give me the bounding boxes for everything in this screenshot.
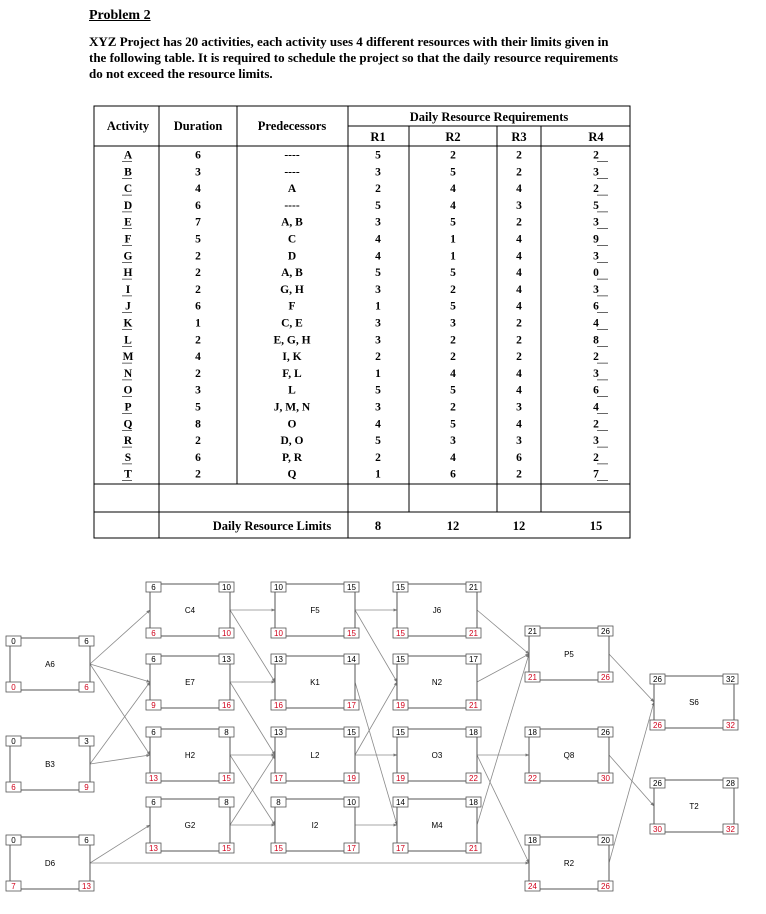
late-start: 13 bbox=[149, 844, 158, 853]
table-cell: 3 bbox=[516, 401, 522, 414]
table-cell: 2 bbox=[593, 418, 599, 431]
late-start: 22 bbox=[528, 774, 537, 783]
early-finish: 8 bbox=[224, 798, 229, 807]
edge-arrow bbox=[90, 610, 150, 664]
table-cell: 5 bbox=[375, 267, 381, 280]
activity-node bbox=[393, 582, 481, 638]
table-cell: 2 bbox=[195, 283, 201, 296]
early-finish: 18 bbox=[469, 728, 478, 737]
activity-node bbox=[271, 797, 359, 853]
table-cell: 2 bbox=[375, 351, 381, 364]
table-cell: G bbox=[123, 250, 133, 263]
table-cell: 4 bbox=[375, 250, 381, 263]
table-cell: 2 bbox=[593, 149, 599, 162]
table-cell: 4 bbox=[450, 183, 456, 196]
table-cell: D bbox=[123, 199, 133, 212]
early-finish: 17 bbox=[469, 655, 478, 664]
table-cell: 2 bbox=[195, 334, 201, 347]
edge-arrow bbox=[90, 664, 150, 755]
edge-arrow bbox=[477, 755, 529, 863]
activity-node bbox=[271, 654, 359, 710]
header-resource: R1 bbox=[370, 130, 386, 144]
activity-node bbox=[525, 727, 613, 783]
activity-node bbox=[393, 654, 481, 710]
node-label: P5 bbox=[564, 650, 574, 659]
table-cell: D bbox=[287, 250, 297, 263]
late-finish: 21 bbox=[469, 701, 478, 710]
late-start: 7 bbox=[11, 882, 16, 891]
late-start: 13 bbox=[149, 774, 158, 783]
table-cell: 3 bbox=[516, 435, 522, 448]
table-cell: 2 bbox=[593, 451, 599, 464]
early-start: 15 bbox=[396, 655, 405, 664]
table-cell: 2 bbox=[375, 451, 381, 464]
node-label: C4 bbox=[184, 606, 196, 615]
table-cell: 4 bbox=[593, 317, 599, 330]
late-start: 6 bbox=[11, 783, 16, 792]
activity-node bbox=[271, 582, 359, 638]
early-start: 6 bbox=[151, 798, 156, 807]
edge-arrow bbox=[355, 610, 397, 682]
table-cell: 8 bbox=[593, 334, 599, 347]
early-finish: 8 bbox=[224, 728, 229, 737]
table-cell: I bbox=[125, 283, 131, 296]
early-finish: 26 bbox=[601, 728, 610, 737]
table-cell: 3 bbox=[516, 199, 522, 212]
node-label: F5 bbox=[310, 606, 320, 615]
table-cell: 4 bbox=[195, 351, 201, 364]
table-cell: 2 bbox=[593, 351, 599, 364]
late-finish: 17 bbox=[347, 701, 356, 710]
late-finish: 6 bbox=[84, 683, 89, 692]
limit-value: 15 bbox=[589, 519, 603, 533]
table-cell: A bbox=[123, 149, 133, 162]
table-cell: 4 bbox=[516, 283, 522, 296]
table-cell: 4 bbox=[516, 384, 522, 397]
table-cell: F bbox=[124, 233, 132, 246]
table-cell: P bbox=[124, 401, 132, 414]
table-cell: C bbox=[123, 183, 133, 196]
problem-heading: Problem 2 bbox=[89, 8, 151, 23]
table-cell: 3 bbox=[195, 384, 201, 397]
table-cell: 2 bbox=[516, 166, 522, 179]
table-cell: 0 bbox=[593, 267, 599, 280]
node-label: A6 bbox=[45, 660, 55, 669]
edge-arrow bbox=[90, 755, 150, 764]
table-cell: 3 bbox=[450, 317, 456, 330]
late-start: 9 bbox=[151, 701, 156, 710]
early-finish: 18 bbox=[469, 798, 478, 807]
early-start: 0 bbox=[11, 737, 16, 746]
table-cell: 3 bbox=[375, 283, 381, 296]
header-resource: R2 bbox=[445, 130, 461, 144]
activity-node bbox=[146, 654, 234, 710]
header-resource: R3 bbox=[511, 130, 527, 144]
late-finish: 15 bbox=[347, 629, 356, 638]
node-label: R2 bbox=[563, 859, 575, 868]
table-cell: 3 bbox=[375, 317, 381, 330]
early-start: 6 bbox=[151, 655, 156, 664]
table-cell: A, B bbox=[281, 216, 303, 229]
edge-arrow bbox=[90, 825, 150, 863]
late-finish: 26 bbox=[601, 882, 610, 891]
early-finish: 6 bbox=[84, 836, 89, 845]
table-cell: F, L bbox=[282, 367, 302, 380]
node-label: M4 bbox=[431, 821, 443, 830]
node-label: O3 bbox=[431, 751, 443, 760]
node-label: L2 bbox=[310, 751, 320, 760]
early-finish: 10 bbox=[222, 583, 231, 592]
table-cell: 4 bbox=[516, 183, 522, 196]
table-cell: 5 bbox=[450, 384, 456, 397]
table-cell: 6 bbox=[516, 451, 522, 464]
table-cell: 2 bbox=[450, 334, 456, 347]
node-label: B3 bbox=[45, 760, 55, 769]
late-start: 10 bbox=[274, 629, 283, 638]
table-cell: S bbox=[124, 451, 132, 464]
table-cell: 8 bbox=[195, 418, 201, 431]
header-activity: Activity bbox=[106, 119, 150, 133]
late-finish: 13 bbox=[82, 882, 91, 891]
table-cell: 2 bbox=[516, 351, 522, 364]
late-start: 6 bbox=[151, 629, 156, 638]
table-cell: N bbox=[123, 367, 133, 380]
table-cell: O bbox=[123, 384, 133, 397]
table-cell: H bbox=[123, 267, 133, 280]
edge-arrow bbox=[477, 654, 529, 682]
late-finish: 22 bbox=[469, 774, 478, 783]
activity-node bbox=[146, 797, 234, 853]
early-start: 26 bbox=[653, 675, 662, 684]
table-cell: 2 bbox=[375, 183, 381, 196]
early-start: 8 bbox=[276, 798, 281, 807]
activity-node bbox=[525, 626, 613, 682]
table-cell: C, E bbox=[281, 317, 303, 330]
table-cell: 1 bbox=[450, 250, 456, 263]
table-cell: P, R bbox=[281, 451, 303, 464]
table-cell: 3 bbox=[593, 250, 599, 263]
table-cell: 4 bbox=[375, 418, 381, 431]
table-cell: 7 bbox=[195, 216, 201, 229]
table-cell: 4 bbox=[450, 451, 456, 464]
edge-arrow bbox=[230, 610, 275, 682]
table-cell: 6 bbox=[593, 300, 599, 313]
table-cell: A, B bbox=[281, 267, 303, 280]
table-cell: 3 bbox=[593, 216, 599, 229]
table-cell: 4 bbox=[516, 267, 522, 280]
table-cell: E, G, H bbox=[273, 334, 311, 347]
early-start: 15 bbox=[396, 583, 405, 592]
activity-node bbox=[393, 727, 481, 783]
late-finish: 21 bbox=[469, 629, 478, 638]
table-cell: 6 bbox=[450, 468, 456, 481]
problem-statement: XYZ Project has 20 activities, each activity uses 4 different resources with their limits given in the following table. It is required to schedule the project so that the daily resource requirements do not exceed the resource limits. bbox=[89, 34, 619, 81]
table-cell: L bbox=[288, 384, 296, 397]
early-start: 15 bbox=[396, 728, 405, 737]
table-cell: 3 bbox=[375, 216, 381, 229]
table-cell: 3 bbox=[195, 166, 201, 179]
early-start: 0 bbox=[11, 836, 16, 845]
late-finish: 19 bbox=[347, 774, 356, 783]
late-finish: 32 bbox=[726, 825, 735, 834]
late-finish: 30 bbox=[601, 774, 610, 783]
table-cell: 5 bbox=[450, 267, 456, 280]
table-cell: 2 bbox=[593, 183, 599, 196]
table-cell: R bbox=[123, 435, 133, 448]
table-cell: 2 bbox=[195, 435, 201, 448]
early-finish: 3 bbox=[84, 737, 89, 746]
table-cell: 2 bbox=[516, 334, 522, 347]
table-cell: 3 bbox=[375, 166, 381, 179]
late-finish: 15 bbox=[222, 844, 231, 853]
table-cell: C bbox=[287, 233, 297, 246]
table-cell: 1 bbox=[375, 468, 381, 481]
late-start: 21 bbox=[528, 673, 537, 682]
node-label: H2 bbox=[184, 751, 196, 760]
table-cell: 5 bbox=[375, 199, 381, 212]
activity-node bbox=[650, 778, 738, 834]
table-cell: 6 bbox=[195, 451, 201, 464]
early-finish: 20 bbox=[601, 836, 610, 845]
table-cell: 4 bbox=[516, 367, 522, 380]
table-cell: Q bbox=[123, 418, 133, 431]
activity-node bbox=[271, 727, 359, 783]
table-cell: O bbox=[287, 418, 297, 431]
table-cell: 2 bbox=[516, 149, 522, 162]
node-label: S6 bbox=[689, 698, 699, 707]
early-finish: 28 bbox=[726, 779, 735, 788]
early-start: 18 bbox=[528, 728, 537, 737]
late-finish: 15 bbox=[222, 774, 231, 783]
early-finish: 15 bbox=[347, 583, 356, 592]
table-cell: 4 bbox=[516, 300, 522, 313]
late-finish: 21 bbox=[469, 844, 478, 853]
table-cell: G, H bbox=[280, 283, 304, 296]
early-start: 13 bbox=[274, 655, 283, 664]
table-cell: 2 bbox=[516, 468, 522, 481]
late-finish: 9 bbox=[84, 783, 89, 792]
early-start: 0 bbox=[11, 637, 16, 646]
header-duration: Duration bbox=[173, 119, 223, 133]
node-label: E7 bbox=[185, 678, 195, 687]
header-resource-group: Daily Resource Requirements bbox=[409, 110, 569, 124]
early-finish: 26 bbox=[601, 627, 610, 636]
late-start: 0 bbox=[11, 683, 16, 692]
late-start: 15 bbox=[274, 844, 283, 853]
table-cell: M bbox=[122, 351, 134, 364]
table-cell: ---- bbox=[284, 199, 300, 212]
table-cell: D, O bbox=[280, 435, 304, 448]
table-cell: 6 bbox=[195, 300, 201, 313]
early-finish: 32 bbox=[726, 675, 735, 684]
late-finish: 32 bbox=[726, 721, 735, 730]
late-finish: 26 bbox=[601, 673, 610, 682]
table-cell: 3 bbox=[375, 334, 381, 347]
table-cell: Q bbox=[287, 468, 297, 481]
edge-arrow bbox=[230, 682, 275, 755]
table-cell: 3 bbox=[593, 166, 599, 179]
table-cell: E bbox=[124, 216, 132, 229]
late-start: 19 bbox=[396, 774, 405, 783]
table-cell: F bbox=[288, 300, 296, 313]
early-finish: 6 bbox=[84, 637, 89, 646]
table-cell: ---- bbox=[284, 149, 300, 162]
node-label: J6 bbox=[432, 606, 442, 615]
edge-arrow bbox=[90, 664, 150, 682]
node-label: D6 bbox=[44, 859, 56, 868]
table-cell: 6 bbox=[593, 384, 599, 397]
activity-node bbox=[650, 674, 738, 730]
early-start: 10 bbox=[274, 583, 283, 592]
table-cell: 4 bbox=[375, 233, 381, 246]
node-label: I2 bbox=[311, 821, 319, 830]
limit-value: 12 bbox=[446, 519, 460, 533]
activity-node bbox=[146, 582, 234, 638]
edge-arrow bbox=[477, 654, 529, 825]
late-start: 24 bbox=[528, 882, 537, 891]
activity-node bbox=[6, 636, 94, 692]
early-finish: 13 bbox=[222, 655, 231, 664]
table-cell: L bbox=[124, 334, 132, 347]
early-start: 13 bbox=[274, 728, 283, 737]
table-cell: 5 bbox=[450, 166, 456, 179]
activity-node bbox=[393, 797, 481, 853]
early-start: 6 bbox=[151, 583, 156, 592]
late-start: 30 bbox=[653, 825, 662, 834]
table-cell: 3 bbox=[450, 435, 456, 448]
table-cell: 6 bbox=[195, 149, 201, 162]
table-cell: 1 bbox=[450, 233, 456, 246]
early-start: 18 bbox=[528, 836, 537, 845]
table-cell: T bbox=[124, 468, 132, 481]
table-cell: 5 bbox=[593, 199, 599, 212]
table-cell: 2 bbox=[516, 317, 522, 330]
table-cell: 4 bbox=[516, 233, 522, 246]
late-finish: 17 bbox=[347, 844, 356, 853]
node-label: G2 bbox=[184, 821, 196, 830]
limits-label: Daily Resource Limits bbox=[212, 519, 332, 533]
activity-node bbox=[6, 736, 94, 792]
table-cell: 2 bbox=[450, 351, 456, 364]
late-start: 26 bbox=[653, 721, 662, 730]
table-cell: 3 bbox=[593, 435, 599, 448]
late-start: 17 bbox=[396, 844, 405, 853]
limit-value: 8 bbox=[374, 519, 382, 533]
table-cell: 2 bbox=[195, 267, 201, 280]
table-cell: 4 bbox=[195, 183, 201, 196]
table-cell: K bbox=[123, 317, 133, 330]
edge-arrow bbox=[477, 610, 529, 654]
table-cell: 2 bbox=[195, 250, 201, 263]
early-finish: 21 bbox=[469, 583, 478, 592]
edge-arrow bbox=[609, 755, 654, 806]
node-label: K1 bbox=[310, 678, 320, 687]
table-cell: 1 bbox=[375, 300, 381, 313]
early-finish: 10 bbox=[347, 798, 356, 807]
header-resource: R4 bbox=[588, 130, 604, 144]
table-cell: 5 bbox=[450, 216, 456, 229]
table-cell: 4 bbox=[450, 367, 456, 380]
table-cell: 6 bbox=[195, 199, 201, 212]
table-cell: A bbox=[287, 183, 297, 196]
table-cell: 5 bbox=[450, 300, 456, 313]
early-start: 21 bbox=[528, 627, 537, 636]
table-cell: 2 bbox=[195, 468, 201, 481]
table-cell: 5 bbox=[375, 384, 381, 397]
edge-arrow bbox=[355, 682, 397, 755]
late-start: 16 bbox=[274, 701, 283, 710]
table-cell: 4 bbox=[593, 401, 599, 414]
edge-arrow bbox=[609, 654, 654, 702]
table-cell: J bbox=[125, 300, 131, 313]
table-cell: 5 bbox=[195, 233, 201, 246]
node-label: T2 bbox=[689, 802, 699, 811]
early-start: 14 bbox=[396, 798, 405, 807]
late-start: 19 bbox=[396, 701, 405, 710]
limit-value: 12 bbox=[512, 519, 526, 533]
late-start: 15 bbox=[396, 629, 405, 638]
late-start: 17 bbox=[274, 774, 283, 783]
edge-arrow bbox=[355, 682, 397, 825]
table-cell: 2 bbox=[450, 283, 456, 296]
table-cell: B bbox=[124, 166, 132, 179]
table-cell: 9 bbox=[593, 233, 599, 246]
late-finish: 16 bbox=[222, 701, 231, 710]
table-cell: 3 bbox=[593, 367, 599, 380]
table-cell: 3 bbox=[375, 401, 381, 414]
edge-arrow bbox=[609, 702, 654, 863]
node-label: Q8 bbox=[563, 751, 575, 760]
table-cell: 2 bbox=[195, 367, 201, 380]
table-cell: 5 bbox=[450, 418, 456, 431]
table-cell: 1 bbox=[195, 317, 201, 330]
table-cell: 4 bbox=[516, 418, 522, 431]
table-cell: J, M, N bbox=[273, 401, 311, 414]
activity-node bbox=[6, 835, 94, 891]
early-start: 6 bbox=[151, 728, 156, 737]
node-label: N2 bbox=[431, 678, 443, 687]
table-cell: 3 bbox=[593, 283, 599, 296]
activity-node bbox=[146, 727, 234, 783]
table-cell: 7 bbox=[593, 468, 599, 481]
table-cell: 4 bbox=[450, 199, 456, 212]
table-cell: I, K bbox=[282, 351, 302, 364]
header-predecessors: Predecessors bbox=[257, 119, 327, 133]
late-finish: 10 bbox=[222, 629, 231, 638]
early-finish: 15 bbox=[347, 728, 356, 737]
early-start: 26 bbox=[653, 779, 662, 788]
table-cell: 5 bbox=[375, 435, 381, 448]
activity-node bbox=[525, 835, 613, 891]
table-cell: 2 bbox=[516, 216, 522, 229]
table-cell: 2 bbox=[450, 149, 456, 162]
early-finish: 14 bbox=[347, 655, 356, 664]
table-cell: 1 bbox=[375, 367, 381, 380]
table-cell: 5 bbox=[195, 401, 201, 414]
table-cell: 5 bbox=[375, 149, 381, 162]
table-cell: 4 bbox=[516, 250, 522, 263]
edge-arrow bbox=[90, 682, 150, 764]
table-cell: 2 bbox=[450, 401, 456, 414]
table-cell: ---- bbox=[284, 166, 300, 179]
